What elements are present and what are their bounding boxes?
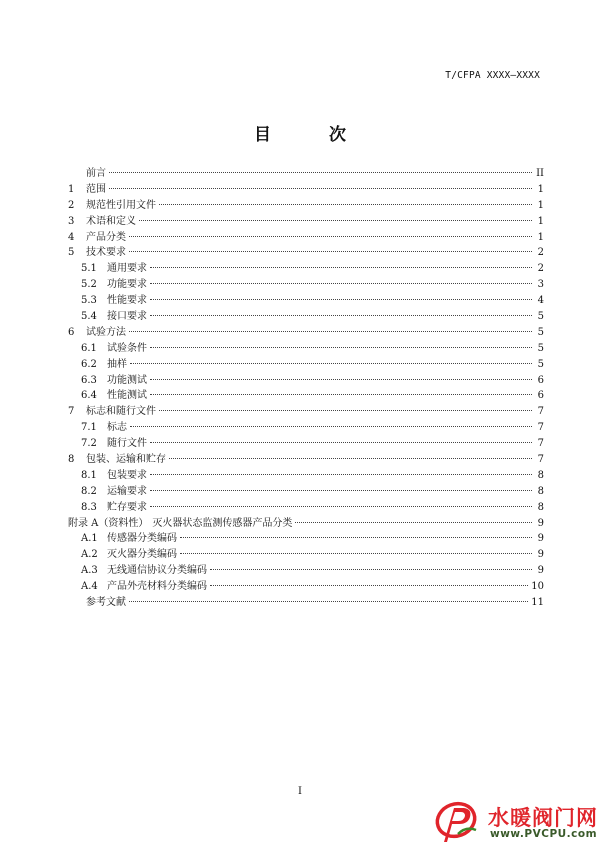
toc-entry[interactable]: 8.2 运输要求 8 [81, 485, 544, 497]
watermark-url: www.PVCPU.com [490, 828, 598, 840]
toc-entry[interactable]: 6.2 抽样 5 [81, 358, 544, 370]
toc-entry[interactable]: A.2 灭火器分类编码 9 [81, 549, 544, 561]
site-watermark [422, 796, 600, 850]
toc-entry[interactable]: 5.4 接口要求 5 [81, 311, 544, 323]
toc-entry[interactable]: 5.3 性能要求 4 [81, 295, 544, 307]
toc-entry[interactable]: A.3 无线通信协议分类编码 9 [81, 565, 544, 577]
toc-entry[interactable]: 7 标志和随行文件 7 [68, 406, 544, 418]
page-title: 目 次 [254, 125, 372, 145]
toc-entry[interactable]: 8.1 包装要求 8 [81, 469, 544, 481]
toc-entry[interactable]: 6.3 功能测试 6 [81, 374, 544, 386]
toc-entry-annex[interactable]: 附录 A（资料性） 灭火器状态监测传感器产品分类 9 [68, 517, 544, 529]
toc-entry[interactable]: 6.1 试验条件 5 [81, 342, 544, 354]
watermark-logo-icon [430, 798, 482, 846]
toc-entry[interactable]: 2 规范性引用文件 1 [68, 199, 544, 211]
toc-entry[interactable]: 6.4 性能测试 6 [81, 390, 544, 402]
toc-entry[interactable]: 6 试验方法 5 [68, 326, 544, 338]
page-number: I [298, 786, 302, 797]
table-of-contents [68, 166, 544, 611]
toc-entry[interactable]: 5.2 功能要求 3 [81, 279, 544, 291]
document-code: T/CFPA XXXX—XXXX [445, 70, 540, 81]
toc-entry[interactable]: 5.1 通用要求 2 [81, 263, 544, 275]
toc-entry[interactable]: 前言 II [86, 168, 544, 179]
toc-entry[interactable]: 7.1 标志 7 [81, 422, 544, 434]
toc-entry[interactable]: 1 范围 1 [68, 183, 544, 195]
toc-entry[interactable]: 5 技术要求 2 [68, 247, 544, 259]
toc-entry[interactable]: 3 术语和定义 1 [68, 215, 544, 227]
toc-entry[interactable]: A.4 产品外壳材料分类编码 10 [81, 581, 544, 593]
toc-entry[interactable]: 4 产品分类 1 [68, 231, 544, 243]
watermark-site-name: 水暖阀门网 [488, 806, 598, 830]
toc-entry[interactable]: A.1 传感器分类编码 9 [81, 533, 544, 545]
toc-entry[interactable]: 8.3 贮存要求 8 [81, 501, 544, 513]
toc-entry[interactable]: 8 包装、运输和贮存 7 [68, 454, 544, 466]
toc-entry[interactable]: 参考文献 11 [86, 597, 544, 609]
toc-entry[interactable]: 7.2 随行文件 7 [81, 438, 544, 450]
